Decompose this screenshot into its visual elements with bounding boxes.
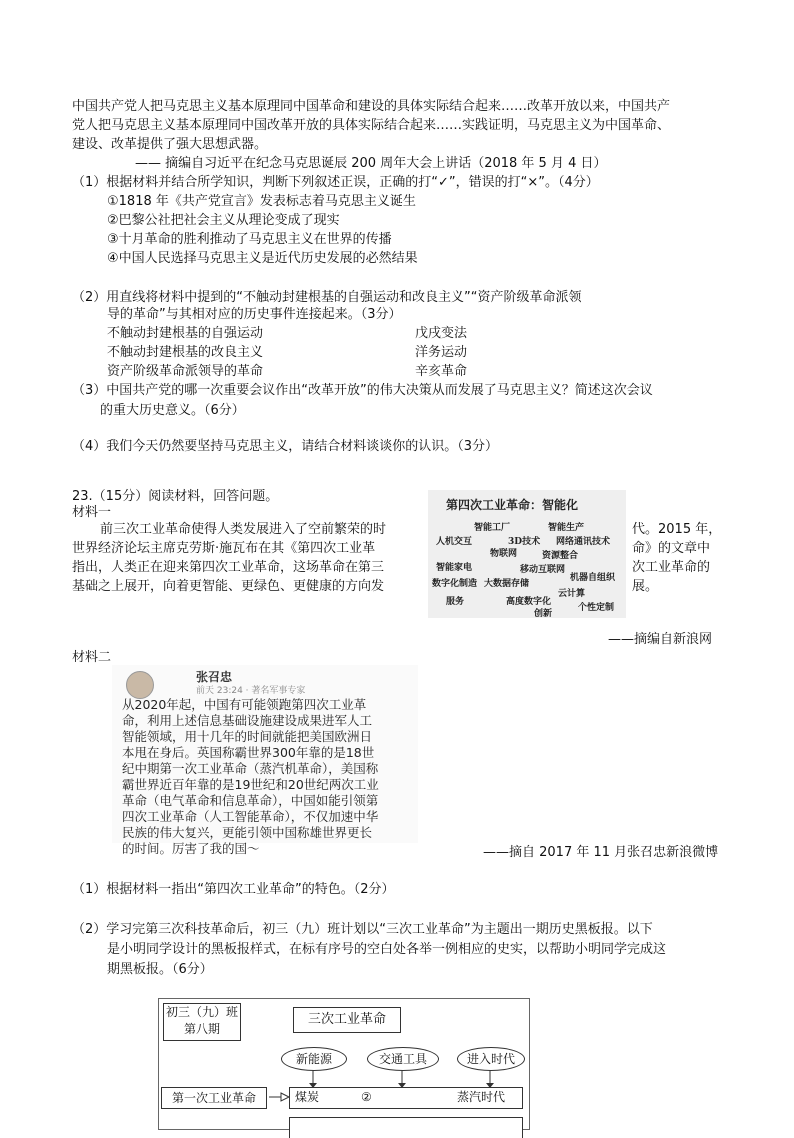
weibo-line: 本甩在身后。英国称霸世界300年靠的是18世 <box>122 745 375 760</box>
q1-item: ①1818 年《共产党宣言》发表标志着马克思主义诞生 <box>107 194 416 209</box>
intro-line-1: 中国共产党人把马克思主义基本原理同中国革命和建设的具体实际结合起来……改革开放以来，中国共产 <box>72 99 671 114</box>
material-1-line: 前三次工业革命使得人类发展进入了空前繁荣的时 <box>100 522 387 537</box>
weibo-line: 智能领域，用十几年的时间就能把美国欧洲日 <box>122 729 373 744</box>
weibo-meta: 前天 23:24 · 著名军事专家 <box>196 686 306 696</box>
material-2-source: ——摘自 2017 年 11 月张召忠新浪微博 <box>483 845 719 860</box>
image-word: 个性定制 <box>578 603 615 613</box>
oval-transport: 交通工具 <box>367 1047 439 1071</box>
image-word: 3D技术 <box>508 537 541 547</box>
q1-stem: （1）根据材料并结合所学知识，判断下列叙述正误，正确的打“✓”，错误的打“×”。（4分） <box>72 175 599 190</box>
material-1-line: 基础之上展开，向着更智能、更绿色、更健康的方向发 <box>72 579 385 594</box>
image-word: 云计算 <box>558 589 586 599</box>
avatar <box>126 671 154 699</box>
coal-cell: 煤炭 <box>295 1090 320 1104</box>
material-1-right: 代。2015 年， <box>632 522 722 537</box>
q3-line-1: （3）中国共产党的哪一次重要会议作出“改革开放”的伟大决策从而发展了马克思主义？简述这次会议 <box>72 383 653 398</box>
image-word: 移动互联网 <box>520 565 566 575</box>
q2-stem-line-2: 导的革命”与其相对应的历史事件连接起来。（3分） <box>107 307 402 322</box>
image-word: 物联网 <box>490 549 518 559</box>
blank-2: ② <box>361 1090 372 1104</box>
row-content-box-next <box>289 1117 523 1138</box>
material-1-source: ——摘编自新浪网 <box>608 632 713 647</box>
weibo-line: 纪中期第一次工业革命（蒸汽机革命），美国称 <box>122 761 379 776</box>
issue-label: 第八期 <box>183 1022 220 1036</box>
weibo-line: 命，利用上述信息基础设施建设成果进军人工 <box>122 713 373 728</box>
material-1-right: 展。 <box>632 579 659 594</box>
q23-1-text: （1）根据材料一指出“第四次工业革命”的特色。（2分） <box>72 882 395 897</box>
material-1-label: 材料一 <box>72 505 112 520</box>
q1-item: ③十月革命的胜利推动了马克思主义在世界的传播 <box>107 232 392 247</box>
q4-text: （4）我们今天仍然要坚持马克思主义，请结合材料谈谈你的认识。（3分） <box>72 439 499 454</box>
image-word: 资源整合 <box>542 551 579 561</box>
oval-new-energy: 新能源 <box>281 1047 347 1071</box>
weibo-line: 民族的伟大复兴，更能引领中国称雄世界更长 <box>122 825 373 840</box>
steam-age-cell: 蒸汽时代 <box>457 1090 506 1104</box>
q23-header: 23.（15分）阅读材料，回答问题。 <box>72 489 279 504</box>
image-word: 大数据存储 <box>484 579 530 589</box>
q2-left-item: 不触动封建根基的自强运动 <box>107 326 264 341</box>
diagram-arrows <box>159 999 529 1129</box>
image-word: 创新 <box>534 609 553 619</box>
oval-era: 进入时代 <box>457 1047 525 1071</box>
q3-line-2: 的重大历史意义。（6分） <box>100 403 245 418</box>
q2-left-item: 资产阶级革命派领导的革命 <box>107 364 264 379</box>
image-word: 人机交互 <box>436 537 473 547</box>
material-1-line: 世界经济论坛主席克劳斯·施瓦布在其《第四次工业革 <box>72 541 376 556</box>
q2-right-item: 辛亥革命 <box>415 364 468 379</box>
weibo-line: 革命（电气革命和信息革命），中国如能引领第 <box>122 793 379 808</box>
image-word: 数字化制造 <box>432 579 478 589</box>
weibo-user-name: 张召忠 <box>196 670 233 684</box>
q23-2-line-3: 期黑板报。（6分） <box>107 962 213 977</box>
row-arrow-head <box>281 1093 289 1101</box>
diagram-title: 三次工业革命 <box>293 1007 401 1033</box>
weibo-line: 霸世界近百年靠的是19世纪和20世纪两次工业 <box>122 777 379 792</box>
image-word: 服务 <box>446 597 465 607</box>
image-word: 高度数字化 <box>506 597 552 607</box>
q2-stem-line-1: （2）用直线将材料中提到的“不触动封建根基的自强运动和改良主义”“资产阶级革命派领 <box>72 290 582 305</box>
q2-right-item: 戊戌变法 <box>415 326 468 341</box>
weibo-post-image <box>112 665 418 856</box>
material-1-line: 指出，人类正在迎来第四次工业革命，这场革命在第三 <box>72 560 385 575</box>
image-word: 网络通讯技术 <box>556 537 611 547</box>
q23-2-line-2: 是小明同学设计的黑板报样式，在标有序号的空白处各举一例相应的史实，以帮助小明同学完成这 <box>107 942 667 957</box>
material-1-right: 次工业革命的 <box>632 560 711 575</box>
q2-left-item: 不触动封建根基的改良主义 <box>107 345 264 360</box>
image-title: 第四次工业革命：智能化 <box>446 498 579 512</box>
image-word: 机器自组织 <box>570 573 616 583</box>
image-word: 智能家电 <box>436 563 473 573</box>
weibo-line: 从2020年起，中国有可能领跑第四次工业革 <box>122 697 367 712</box>
intro-line-2: 党人把马克思主义基本原理同中国改革开放的具体实际结合起来……实践证明，马克思主义为中国革命、 <box>72 118 671 133</box>
class-label: 初三（九）班 <box>165 1005 238 1019</box>
weibo-line: 四次工业革命（人工智能革命），不仅加速中华 <box>122 809 379 824</box>
intro-source: —— 摘编自习近平在纪念马克思诞辰 200 周年大会上讲话（2018 年 5 月 4 日） <box>135 156 607 171</box>
q23-2-line-1: （2）学习完第三次科技革命后，初三（九）班计划以“三次工业革命”为主题出一期历史黑板报。以下 <box>72 922 653 937</box>
intro-line-3: 建设、改革提供了强大思想武器。 <box>72 137 268 152</box>
weibo-line: 的时间。厉害了我的国～ <box>122 841 260 856</box>
material-1-right: 命》的文章中 <box>632 541 711 556</box>
q2-right-item: 洋务运动 <box>415 345 468 360</box>
blackboard-diagram <box>158 998 530 1130</box>
q1-item: ④中国人民选择马克思主义是近代历史发展的必然结果 <box>107 251 418 266</box>
q1-item: ②巴黎公社把社会主义从理论变成了现实 <box>107 213 340 228</box>
row-label-first-revolution: 第一次工业革命 <box>161 1087 267 1109</box>
image-word: 智能生产 <box>548 523 585 533</box>
image-word: 智能工厂 <box>474 523 511 533</box>
fourth-industrial-revolution-image <box>428 490 626 618</box>
material-2-label: 材料二 <box>72 650 112 665</box>
